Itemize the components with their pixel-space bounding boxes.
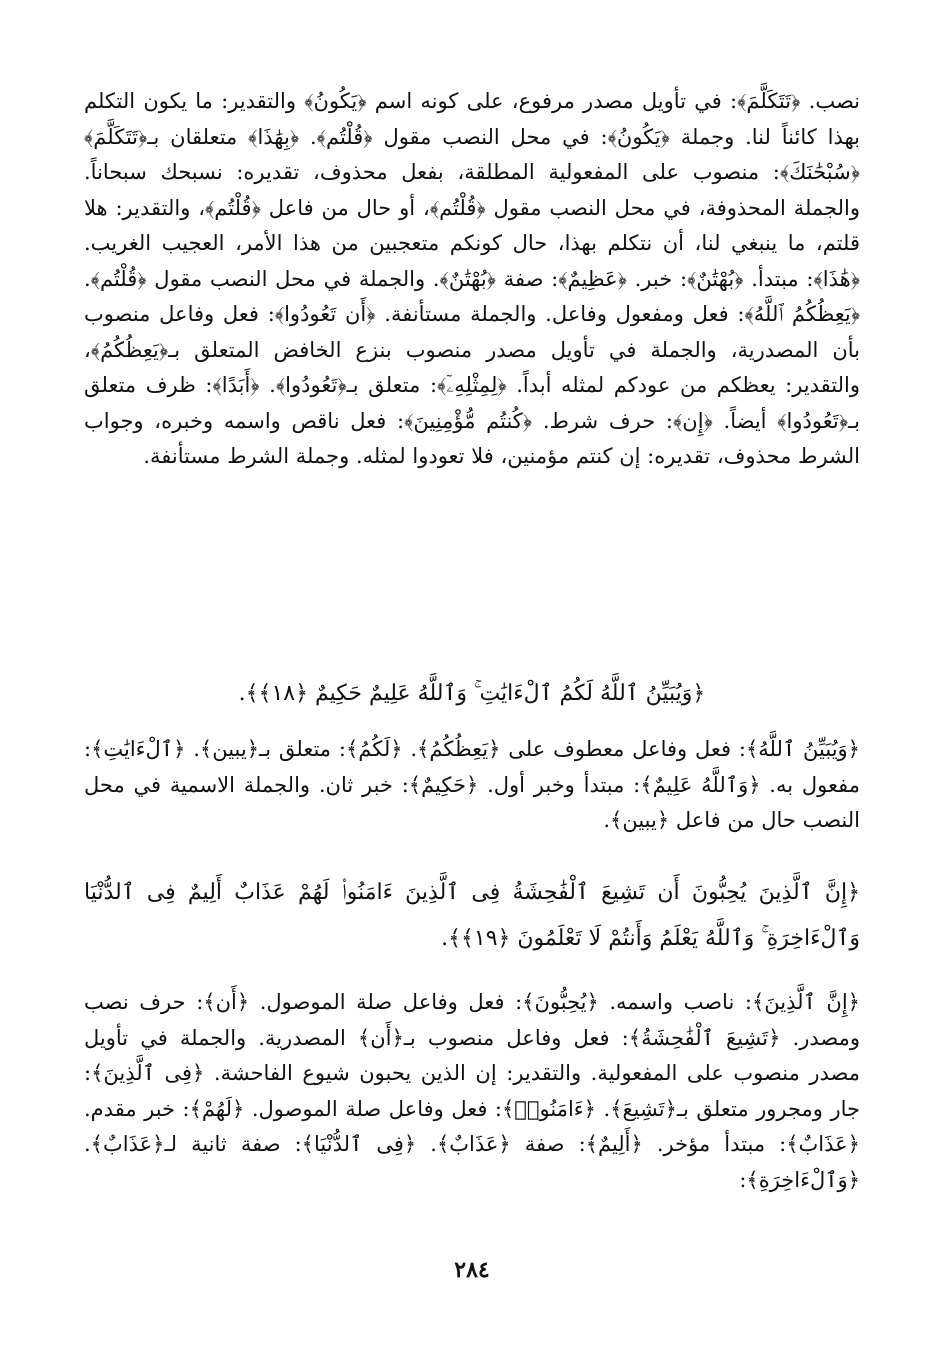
- grammar-analysis-paragraph-2: ﴿وَيُبَيِّنُ ٱللَّهُ﴾: فعل وفاعل معطوف على ﴿يَعِظُكُمُ﴾. ﴿لَكُمُ﴾: متعلق بـ﴿يبين﴾. ﴿ٱلْءَايَٰتِ﴾: مفعول به. ﴿وَٱللَّهُ عَلِيمٌ﴾: مبتدأ وخبر أول. ﴿حَكِيمٌ﴾: خبر ثان. والجملة الاسمية في محل النصب حال من فاعل ﴿يبين﴾.: [84, 737, 860, 832]
- grammar-analysis-paragraph-1: نصب. ﴿تَتَكَلَّمَ﴾: في تأويل مصدر مرفوع، على كونه اسم ﴿يَكُونُ﴾ والتقدير: ما يكون التكلم بهذا كائناً لنا. وجملة ﴿يَكُونُ﴾: في محل النصب مقول ﴿قُلْتُم﴾. ﴿بِهَٰذَا﴾ متعلقان بـ﴿تَتَكَلَّمَ﴾ ﴿سُبْحَٰنَكَ﴾: منصوب على المفعولية المطلقة، بفعل محذوف، تقديره: نسبحك سبحاناً. والجملة المحذوفة، في محل النصب مقول ﴿قُلْتُم﴾، أو حال من فاعل ﴿قُلْتُم﴾، والتقدير: هلا قلتم، ما ينبغي لنا، أن نتكلم بهذا، حال كونكم متعجبين من هذا الأمر، العجيب الغريب. ﴿هَٰذَا﴾: مبتدأ. ﴿بُهْتَٰنٌ﴾: خبر. ﴿عَظِيمٌ﴾: صفة ﴿بُهْتَٰنٌ﴾. والجملة في محل النصب مقول ﴿قُلْتُم﴾. ﴿يَعِظُكُمُ ٱللَّهُ﴾: فعل ومفعول وفاعل. والجملة مستأنفة. ﴿أَن تَعُودُوا﴾: فعل وفاعل منصوب بأن المصدرية، والجملة في تأويل مصدر منصوب بنزع الخافض المتعلق بـ﴿يَعِظُكُمُ﴾، والتقدير: يعظكم من عودكم لمثله أبداً. ﴿لِمِثْلِهِۦٓ﴾: متعلق بـ﴿تَعُودُوا﴾. ﴿أَبَدًا﴾: ظرف متعلق بـ﴿تَعُودُوا﴾ أيضاً. ﴿إِن﴾: حرف شرط. ﴿كُنتُم مُّؤْمِنِينَ﴾: فعل ناقص واسمه وخبره، وجواب الشرط محذوف، تقديره: إن كنتم مؤمنين، فلا تعودوا لمثله. وجملة الشرط مستأنفة.: [84, 89, 860, 468]
- quran-verse-18: ﴿وَيُبَيِّنُ ٱللَّهُ لَكُمُ ٱلْءَايَٰتِ ۚ وَٱللَّهُ عَلِيمٌ حَكِيمٌ ﴿١٨﴾﴾.: [238, 681, 706, 706]
- page-number: ٢٨٤: [454, 1257, 490, 1283]
- grammar-analysis-paragraph-3: ﴿إِنَّ ٱلَّذِينَ﴾: ناصب واسمه. ﴿يُحِبُّونَ﴾: فعل وفاعل صلة الموصول. ﴿أَن﴾: حرف نصب ومصدر. ﴿تَشِيعَ ٱلْفَٰحِشَةُ﴾: فعل وفاعل منصوب بـ﴿أَن﴾ المصدرية. والجملة في تأويل مصدر منصوب على المفعولية. والتقدير: إن الذين يحبون شيوع الفاحشة. ﴿فِى ٱلَّذِينَ﴾: جار ومجرور متعلق بـ﴿تَشِيعَ﴾. ﴿ءَامَنُوا۟﴾: فعل وفاعل صلة الموصول. ﴿لَهُمْ﴾: خبر مقدم. ﴿عَذَابٌ﴾: مبتدأ مؤخر. ﴿أَلِيمٌ﴾: صفة ﴿عَذَابٌ﴾. ﴿فِى ٱلدُّنْيَا﴾: صفة ثانية لـ﴿عَذَابٌ﴾. ﴿وَٱلْءَاخِرَةِ﴾:: [84, 990, 860, 1192]
- quran-verse-19: ﴿إِنَّ ٱلَّذِينَ يُحِبُّونَ أَن تَشِيعَ ٱلْفَٰحِشَةُ فِى ٱلَّذِينَ ءَامَنُوا۟ لَهُمْ عَذَابٌ أَلِيمٌ فِى ٱلدُّنْيَا وَٱلْءَاخِرَةِ ۚ وَٱللَّهُ يَعْلَمُ وَأَنتُمْ لَا تَعْلَمُونَ ﴿١٩﴾﴾.: [84, 880, 860, 951]
